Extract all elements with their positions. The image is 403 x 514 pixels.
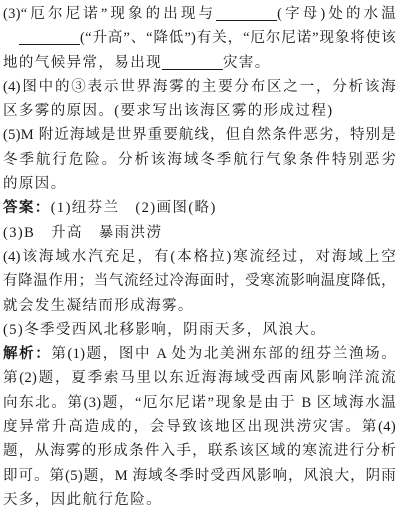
question-3-text: (“升高”、“降低”)有关，“厄尔尼诺”现象将使该 [80,30,396,47]
question-4 [3,75,396,124]
question-3-text: (3)“厄尔尼诺”现象的出现与 [3,6,217,22]
analysis-line: 第(2)题，夏季索马里以东近海海域受西南风影响洋流流 [3,370,396,387]
analysis-text: 第(1)题，图中 A 处为北美洲东部的纽芬兰渔场。 [51,346,396,363]
fill-in-blank [19,30,80,45]
question-5-line: 的原因。 [3,176,67,193]
fill-in-blank [162,55,223,70]
analysis-line: 题，从海雾的形成条件入手，联系该区域的寒流进行分析 [3,443,396,460]
question-3-line [3,26,396,50]
answer-line: 有降温作用；当气流经过冷海面时，受寒流影响温度降低， [3,273,396,290]
answer-text: (1)纽芬兰 (2)画图(略) [50,200,217,217]
analysis-line: 度异常升高造成的，会导致该地区出现洪涝灾害。第(4) [3,419,396,436]
answer-line [3,196,396,220]
answer-label: 答案： [3,200,51,217]
answer-line: (5)冬季受西风北移影响，阴雨天多，风浪大。 [3,321,327,338]
analysis-line: 向东北。第(3)题，“厄尔尼诺”现象是由于 B 区域海水温 [3,394,396,411]
fill-in-blank [216,6,277,21]
question-3-text: (字母)处的水温 [277,6,396,22]
analysis-line [3,342,396,366]
question-3 [3,2,396,75]
answer-line: (3)B 升高 暴雨洪涝 [3,224,163,241]
analysis-label: 解析： [3,346,52,363]
analysis-line: 即可。第(5)题，M 海域冬季时受西风影响，风浪大，阴雨 [3,467,396,484]
answer-line: (4)该海域水汽充足，有(本格拉)寒流经过，对海域上空 [3,248,396,265]
analysis-section [3,342,396,512]
question-3-line [3,2,396,26]
question-3-text: 灾害。 [223,54,271,71]
answer-line: 就会发生凝结而形成海雾。 [3,297,194,314]
question-5-line: 冬季航行危险。分析该海域冬季航行气象条件特别恶劣 [3,151,396,168]
question-3-line [3,51,396,75]
question-4-line: (4)图中的③表示世界海雾的主要分布区之一，分析该海 [3,78,396,95]
analysis-line: 天多，因此航行危险。 [3,491,162,508]
question-3-text: 地的气候异常，易出现 [3,54,162,71]
question-5 [3,123,396,196]
answer-section [3,196,396,342]
question-4-line: 区多雾的原因。(要求写出该海区雾的形成过程) [3,103,334,120]
question-5-line: (5)M 附近海域是世界重要航线，但自然条件恶劣，特别是 [3,127,396,144]
